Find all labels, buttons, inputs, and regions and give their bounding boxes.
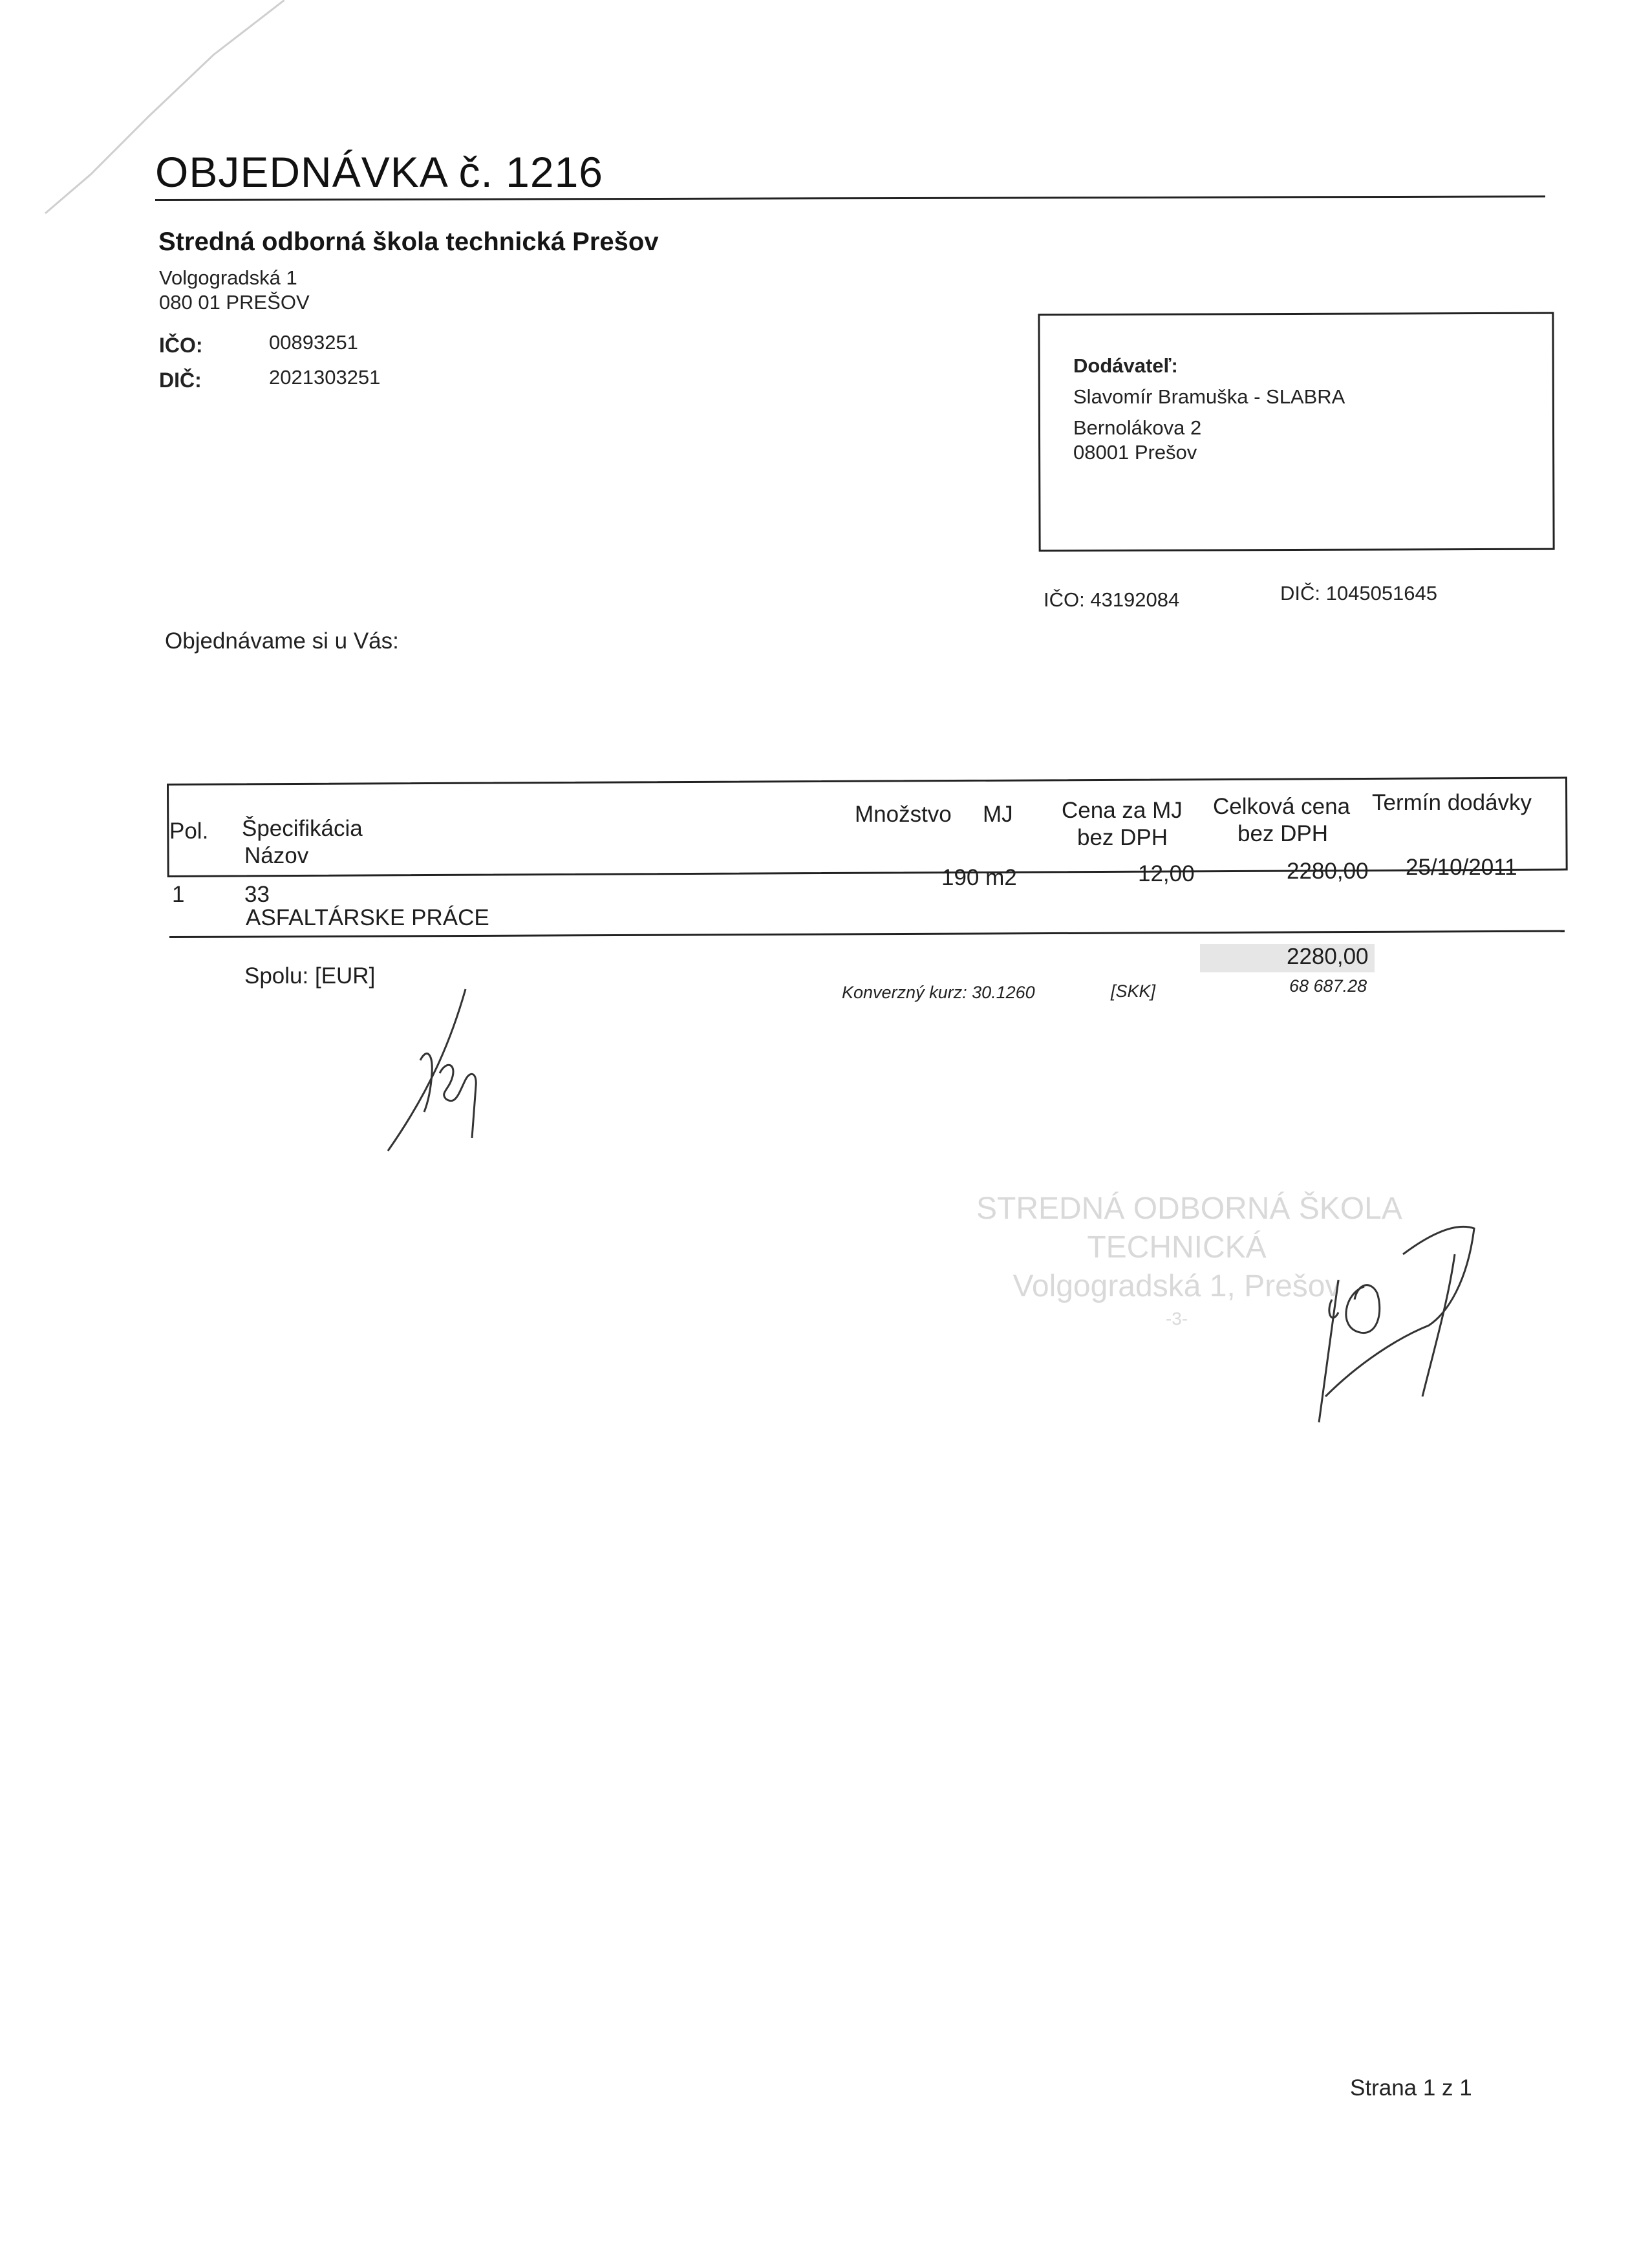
supplier-name: Slavomír Bramuška - SLABRA [1073,385,1345,408]
stamp-line-1: STREDNÁ ODBORNÁ ŠKOLA [976,1192,1402,1226]
stamp-line-2: TECHNICKÁ [1087,1230,1267,1265]
supplier-ico: IČO: 43192084 [1044,588,1180,611]
buyer-ico-value: 00893251 [269,331,358,354]
signature-director [1300,1215,1494,1435]
signature-buyer [362,983,504,1157]
buyer-dic-value: 2021303251 [269,366,381,389]
table-bottom-rule [169,930,1565,938]
order-intro: Objednávame si u Vás: [165,628,399,654]
th-cena-mj-sub: bez DPH [1077,825,1168,850]
buyer-street: Volgogradská 1 [159,266,297,289]
td-pol: 1 [172,882,185,907]
td-cena-mj: 12,00 [1138,861,1195,886]
skk-label: [SKK] [1111,981,1156,1001]
stamp-line-4: -3- [1165,1309,1188,1329]
supplier-heading: Dodávateľ: [1073,354,1178,377]
total-label: Spolu: [EUR] [244,963,376,989]
total-eur: 2280,00 [1287,944,1369,969]
stamp-line-3: Volgogradská 1, Prešov [1012,1269,1341,1303]
th-nazov: Názov [244,843,309,868]
buyer-name: Stredná odborná škola technická Prešov [158,228,659,256]
td-spec: 33 [244,882,270,907]
page-title: OBJEDNÁVKA č. 1216 [155,148,603,196]
folded-corner [0,0,284,233]
th-cena-mj: Cena za MJ [1062,798,1183,823]
total-skk: 68 687.28 [1289,976,1367,996]
td-nazov: ASFALTÁRSKE PRÁCE [246,905,489,930]
th-pol: Pol. [169,818,209,844]
supplier-street: Bernolákova 2 [1073,416,1202,439]
th-mnozstvo: Množstvo [855,802,952,827]
td-mnozstvo-mj: 190 m2 [941,865,1017,890]
page-number: Strana 1 z 1 [1350,2075,1472,2101]
th-celkova: Celková cena [1213,794,1351,819]
th-spec: Špecifikácia [242,816,363,841]
buyer-ico-label: IČO: [159,334,203,357]
conversion-rate: Konverzný kurz: 30.1260 [842,983,1035,1002]
buyer-city: 080 01 PREŠOV [159,291,310,314]
th-mj: MJ [983,802,1013,827]
th-termin: Termín dodávky [1372,790,1532,815]
buyer-dic-label: DIČ: [159,369,202,392]
td-termin: 25/10/2011 [1406,855,1517,880]
supplier-dic: DIČ: 1045051645 [1280,582,1438,604]
td-celkova: 2280,00 [1287,859,1369,884]
supplier-city: 08001 Prešov [1073,441,1197,464]
th-celkova-sub: bez DPH [1238,821,1329,846]
